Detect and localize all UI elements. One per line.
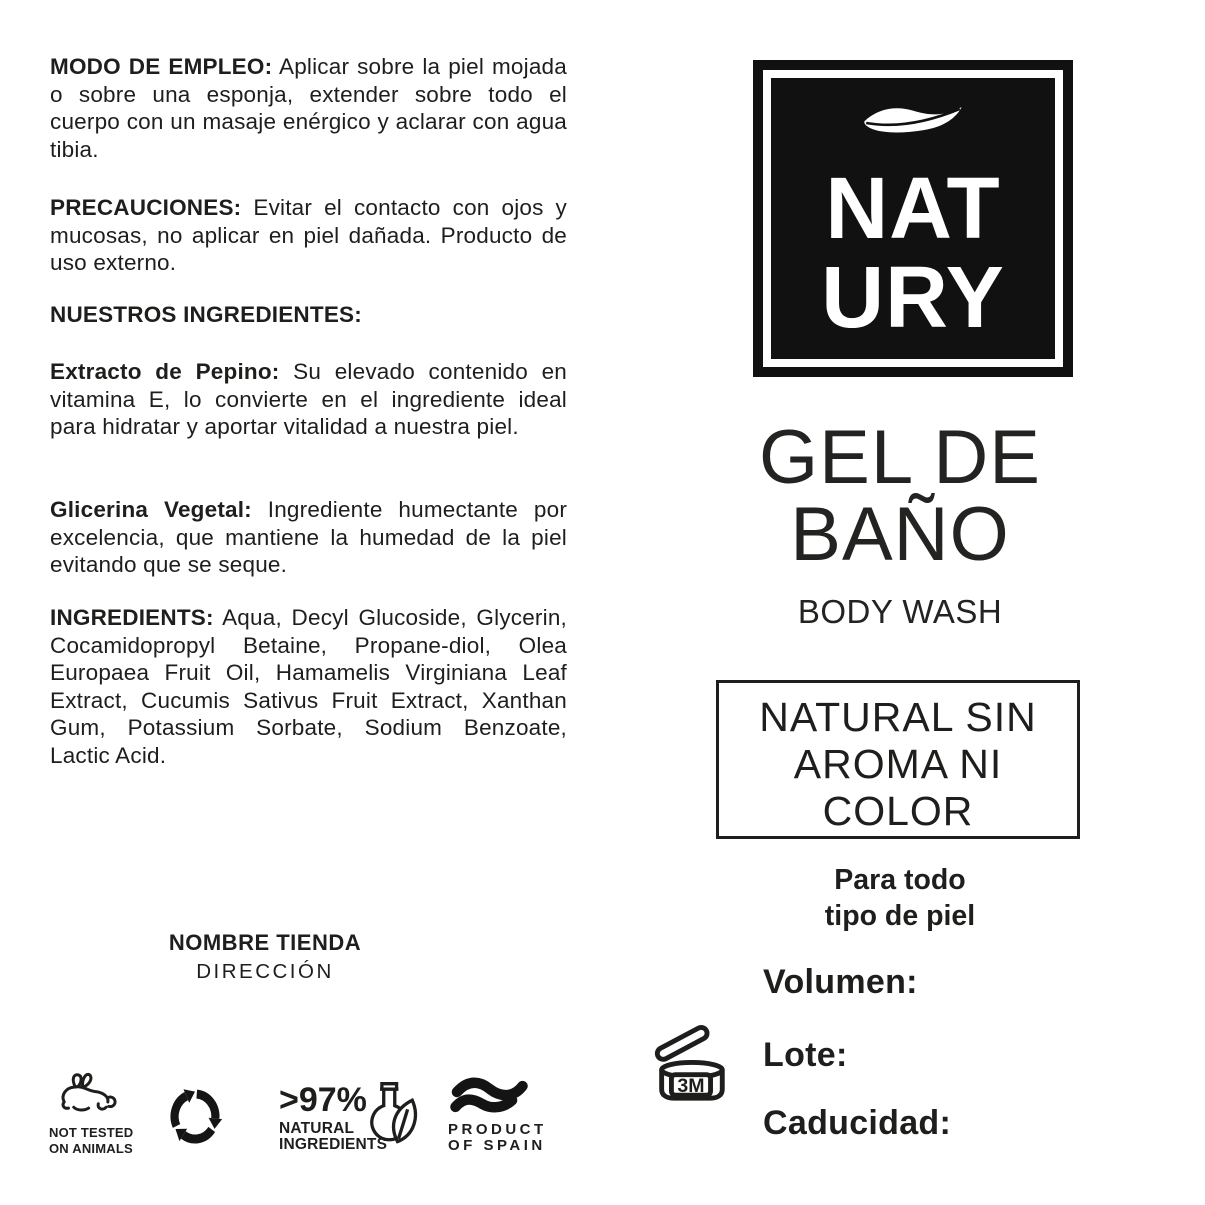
claim-line1: NATURAL SIN <box>759 694 1037 740</box>
paragraph-inci-label: INGREDIENTS: <box>50 605 214 630</box>
paragraph-glycerin-label: Glicerina Vegetal: <box>50 497 252 522</box>
product-title-line1: GEL DE <box>759 415 1041 500</box>
paragraph-inci-ingredients <box>50 604 567 769</box>
paragraph-vegetal-glycerin <box>50 496 567 579</box>
paragraph-usage <box>50 53 567 163</box>
skin-type-line2: tipo de piel <box>824 900 976 932</box>
store-name: NOMBRE TIENDA <box>168 930 362 955</box>
brand-wordmark <box>821 160 1005 346</box>
heading-our-ingredients-text: NUESTROS INGREDIENTES: <box>50 302 362 327</box>
product-title <box>697 415 1103 577</box>
paragraph-cucumber-extract <box>50 358 567 441</box>
paragraph-precautions-text: Evitar el contacto con ojos y mucosas, no aplicar en piel dañada. Producto de uso externo. <box>50 195 567 275</box>
not-tested-line2: ON ANIMALS <box>49 1140 133 1156</box>
claim-line3: COLOR <box>822 788 974 834</box>
rabbit-icon <box>51 1072 121 1118</box>
paragraph-glycerin-text: Ingrediente humectante por excelencia, que mantiene la humedad de la piel evitando que se seque. <box>50 497 568 577</box>
natural-percent: >97% <box>279 1081 367 1119</box>
not-tested-caption <box>49 1125 149 1156</box>
badge-not-tested-on-animals <box>49 1072 149 1156</box>
volume-field-label: Volumen: <box>763 963 918 1001</box>
pao-label: 3M <box>677 1074 705 1097</box>
spain-line1: PRODUCT <box>448 1121 547 1138</box>
brand-logo-inner-frame <box>763 70 1063 367</box>
brand-logo <box>753 60 1073 377</box>
brand-line2: URY <box>821 249 1005 346</box>
natural-line2: INGREDIENTS <box>279 1135 388 1153</box>
paragraph-inci-text: Aqua, Decyl Glucoside, Glycerin, Cocamidopropyl Betaine, Propane-diol, Olea Europaea Fruit Oil, Hamamelis Virginiana Leaf Extract, Cucumis Sativus Fruit Extract, Xanthan Gum, Potassium Sorbate, Sodium Benzoate, Lactic Acid. <box>50 605 567 768</box>
natural-line1: NATURAL <box>279 1120 355 1137</box>
heading-our-ingredients <box>50 301 567 329</box>
claim-line2: AROMA NI <box>793 741 1003 787</box>
badge-product-of-spain <box>448 1074 578 1154</box>
not-tested-line1: NOT TESTED <box>49 1125 134 1140</box>
brand-line1: NAT <box>825 160 1001 257</box>
paragraph-usage-label: MODO DE EMPLEO: <box>50 54 273 79</box>
paragraph-usage-text: Aplicar sobre la piel mojada o sobre una esponja, extender sobre todo el cuerpo con un masaje enérgico y aclarar con agua tibia. <box>50 54 567 162</box>
recycle-icon <box>161 1076 229 1151</box>
paragraph-cucumber-label: Extracto de Pepino: <box>50 359 280 384</box>
paragraph-precautions-label: PRECAUCIONES: <box>50 195 242 220</box>
paragraph-precautions <box>50 194 567 277</box>
paragraph-cucumber-text: Su elevado contenido en vitamina E, lo convierte en el ingrediente ideal para hidratar y aportar vitalidad a nuestra piel. <box>50 359 568 439</box>
spain-caption <box>448 1122 578 1154</box>
skin-type-line1: Para todo <box>834 864 966 896</box>
claim-box <box>716 680 1080 839</box>
expiry-field-label: Caducidad: <box>763 1104 952 1142</box>
badge-recyclable <box>161 1076 229 1156</box>
wave-icon <box>448 1074 530 1116</box>
lot-field-label: Lote: <box>763 1036 848 1074</box>
spain-line2: OF SPAIN <box>448 1137 546 1154</box>
skin-type-note <box>697 862 1103 934</box>
leaf-swoosh-icon <box>860 102 966 144</box>
store-address: DIRECCIÓN <box>196 960 334 983</box>
flask-leaf-icon <box>364 1080 420 1153</box>
product-subtitle: BODY WASH <box>797 593 1003 630</box>
open-jar-icon <box>646 1016 734 1104</box>
pao-badge <box>646 1016 734 1109</box>
product-title-line2: BAÑO <box>790 492 1010 577</box>
